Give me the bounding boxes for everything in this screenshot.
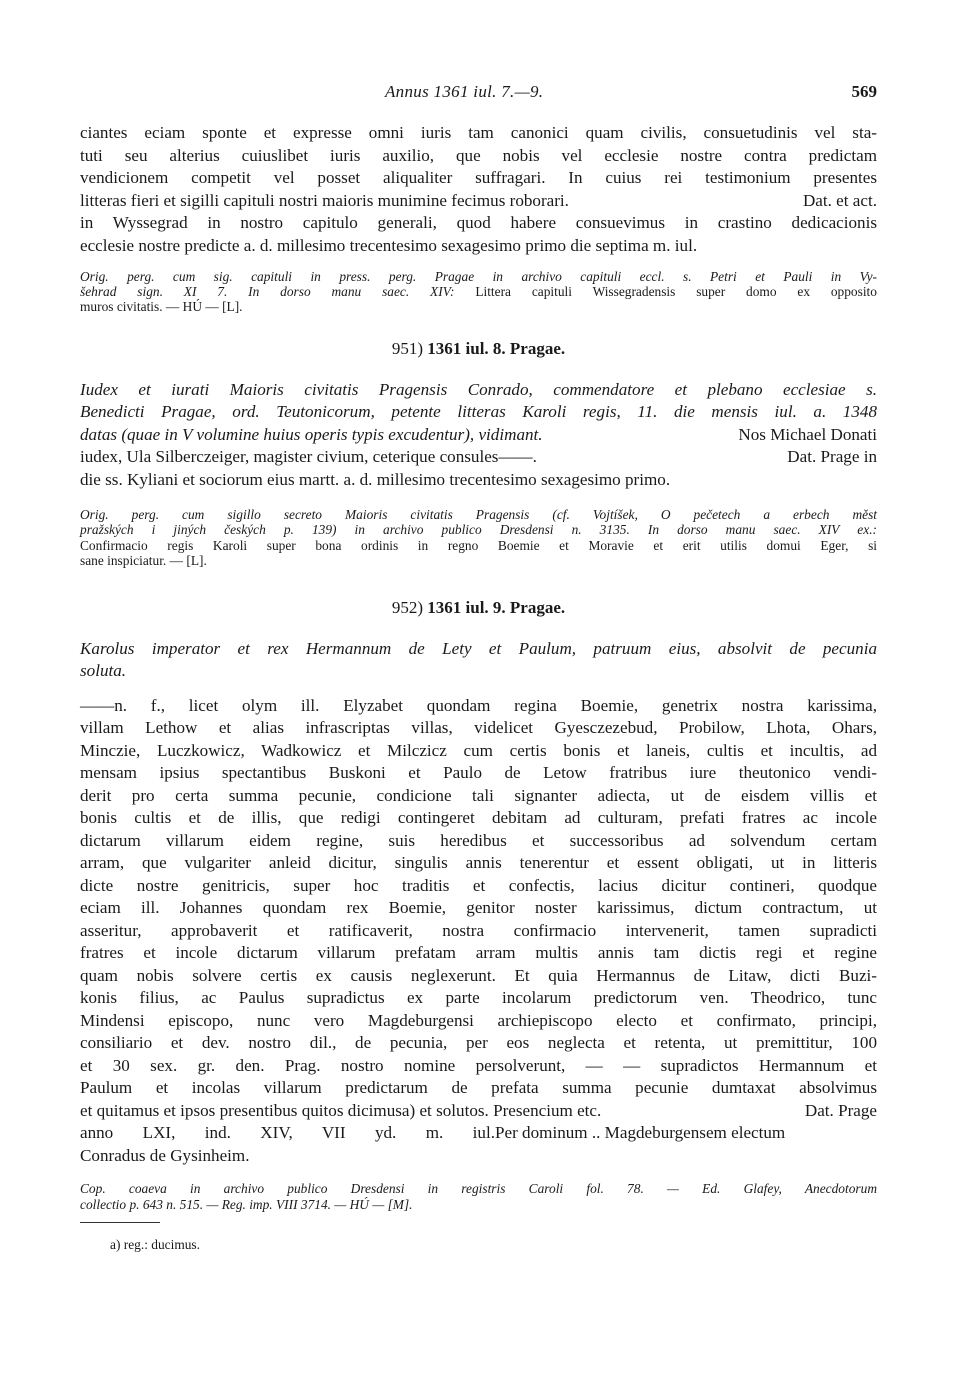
entry-951-regest [80, 379, 877, 447]
text-line: Paulum et incolas villarum predictarum de prefata summa pecunie dumtaxat absolvimus [80, 1078, 877, 1098]
note-line: collectio p. 643 n. 515. — Reg. imp. VIII 3714. — HÚ — [M]. [80, 1196, 413, 1212]
text-line: bonis cultis et de illis, que redigi contingeret debitam ad culturam, prefati fratres ac incole [80, 808, 877, 828]
text-line: quam nobis solvere certis ex causis neglexerunt. Et quia Hermannus de Litaw, dicti Buzi- [80, 965, 877, 985]
entry-950-text [80, 122, 877, 257]
text-line: dicte nostre genitricis, super hoc traditis et confectis, lacius dicitur contineri, quodque [80, 875, 877, 895]
running-title: Annus 1361 iul. 7.—9. [385, 82, 544, 101]
text-line: vendicionem competit vel posset aliqualiter suffragari. In cuius rei testimonium presentes [80, 168, 877, 187]
text-line-with-dating [80, 446, 877, 469]
document-page [80, 82, 877, 1253]
page-number: 569 [851, 82, 877, 101]
note-line: Cop. coaeva in archivo publico Dresdensi in registris Caroli fol. 78. — Ed. Glafey, Anecdotorum [80, 1181, 877, 1197]
note-line: Confirmacio regis Karoli super bona ordinis in regno Boemie et Moravie et erit utilis domui Eger, si [80, 537, 877, 553]
note-line: sane inspiciatur. — [L]. [80, 552, 207, 568]
text-line: derit pro certa summa pecunie, condicione tali signanter adiecta, ut de eisdem villis et [80, 785, 877, 805]
regest-fragment: datas (quae in V volumine huius operis typis excudentur), vidimant. [80, 424, 543, 444]
entry-952-text [80, 695, 877, 1168]
text-line: fratres et incole dictarum villarum prefatam arram multis annis tam dictis regi et regine [80, 943, 877, 963]
text-line-with-dating [80, 190, 877, 213]
text-line: arram, que vulgariter anleid dicitur, singulis annis tenerentur et essent obligati, ut in litteris [80, 853, 877, 873]
text-line: villam Lethow et alias infrascriptas villas, videlicet Gyesczezebud, Probilow, Lhota, Ohars, [80, 718, 877, 738]
text-line: Mindensi episcopo, nunc vero Magdeburgensi archiepiscopo electo et confirmato, principi, [80, 1010, 877, 1030]
text-line: mensam ipsius spectantibus Buskoni et Paulo de Letow fratribus iure theutonico vendi- [80, 763, 877, 783]
text-line: ciantes eciam sponte et expresse omni iuris tam canonici quam civilis, consuetudinis vel sta- [80, 123, 877, 142]
note-line: Orig. perg. cum sigillo secreto Maioris civitatis Pragensis (cf. Vojtíšek, O pečetech a erbech měst [80, 507, 877, 523]
entry-date-place: 1361 iul. 9. Pragae. [427, 597, 566, 617]
text-line-with-dating [80, 1100, 877, 1123]
text-line: iudex, Ula Silberczeiger, magister civium, ceterique consules——. [80, 447, 537, 467]
note-fragment: šehrad sign. XI 7. In dorso manu saec. XIV: [80, 284, 455, 300]
text-line: asseritur, approbaverit et ratificaverit, nostra confirmacio intervenerit, tamen supradicti [80, 920, 877, 940]
per-dominum: Per dominum .. Magdeburgensem electum [495, 1123, 786, 1143]
regest-line: soluta. [80, 661, 127, 681]
regest-line: Karolus imperator et rex Hermannum de Lety et Paulum, patruum eius, absolvit de pecunia [80, 638, 877, 658]
text-line: anno LXI, ind. XIV, VII yd. m. iul. [80, 1123, 495, 1143]
text-line: consiliario et dev. nostro dil., de pecunia, per eos neglecta et retenta, ut premittitur, 100 [80, 1033, 877, 1053]
text-line: ecclesie nostre predicte a. d. millesimo trecentesimo sexagesimo primo die septima m. iul. [80, 235, 698, 255]
entry-number: 952) [391, 597, 424, 617]
text-line: die ss. Kyliani et sociorum eius martt. a. d. millesimo trecentesimo sexagesimo primo. [80, 469, 671, 489]
text-line: Minczie, Luczkowicz, Wadkowicz et Milczicz cum certis bonis et laneis, cultis et incultis, ad [80, 740, 877, 760]
text-line-with-chancery-note [80, 1122, 877, 1145]
text-line: in Wyssegrad in nostro capitulo generali, quod habere consuevimus in crastino dedicacionis [80, 213, 877, 232]
entry-951-heading [80, 339, 877, 363]
text-line: tuti seu alterius cuiuslibet iuris auxilio, que nobis vel ecclesie nostre contra predictam [80, 145, 877, 165]
dat-prage: Dat. Prage [804, 1100, 877, 1120]
entry-date-place: 1361 iul. 8. Pragae. [427, 338, 566, 358]
text-line: eciam ill. Johannes quondam rex Boemie, genitor noster karissimus, dictum contractum, ut [80, 898, 877, 918]
running-head [80, 82, 877, 110]
entry-952-regest [80, 638, 877, 683]
dat-prage: Dat. Prage in [787, 447, 877, 467]
dat-et-act: Dat. et act. [802, 190, 877, 210]
entry-951-text [80, 446, 877, 491]
note-line: muros civitatis. — HÚ — [L]. [80, 299, 243, 315]
regest-line: Iudex et iurati Maioris civitatis Pragensis Conrado, commendatore et plebano ecclesiae s. [80, 379, 877, 399]
entry-number: 951) [391, 338, 424, 358]
text-line: konis filius, ac Paulus supradictus ex parte incolarum predictorum ven. Theodrico, tunc [80, 988, 877, 1008]
entry-950-note [80, 269, 877, 315]
text-line: dictarum villarum eidem regine, suis heredibus et successoribus ad solvendum certam [80, 830, 877, 850]
text-line: et 30 sex. gr. den. Prag. nostro nomine persolverunt, — — supradictos Hermannum et [80, 1055, 877, 1075]
note-fragment: Littera capituli Wissegradensis super domo ex opposito [475, 284, 877, 300]
footnote-divider [80, 1222, 160, 1223]
text-line: Conradus de Gysinheim. [80, 1145, 250, 1165]
text-fragment: Nos Michael Donati [738, 424, 877, 444]
footnote [110, 1237, 877, 1253]
text-line: et quitamus et ipsos presentibus quitos dicimusa) et solutos. Presencium etc. [80, 1100, 602, 1120]
note-line-mixed [80, 284, 877, 299]
text-line: ——n. f., licet olym ill. Elyzabet quondam regina Boemie, genetrix nostra karissima, [80, 695, 877, 715]
note-line: Orig. perg. cum sig. capituli in press. perg. Pragae in archivo capituli eccl. s. Petri et Pauli in Vy- [80, 269, 877, 284]
entry-952-heading [80, 598, 877, 622]
regest-line: Benedicti Pragae, ord. Teutonicorum, petente litteras Karoli regis, 11. die mensis iul. a. 1348 [80, 402, 877, 422]
footnote-text: a) reg.: ducimus. [110, 1236, 200, 1252]
regest-line-with-text [80, 424, 877, 447]
text-line: litteras fieri et sigilli capituli nostri maioris munimine fecimus roborari. [80, 190, 569, 210]
note-line: pražských i jiných českých p. 139) in archivo publico Dresdensi n. 3135. In dorso manu saec. XIV ex.: [80, 522, 877, 538]
entry-952-note [80, 1181, 877, 1211]
entry-951-note [80, 507, 877, 568]
